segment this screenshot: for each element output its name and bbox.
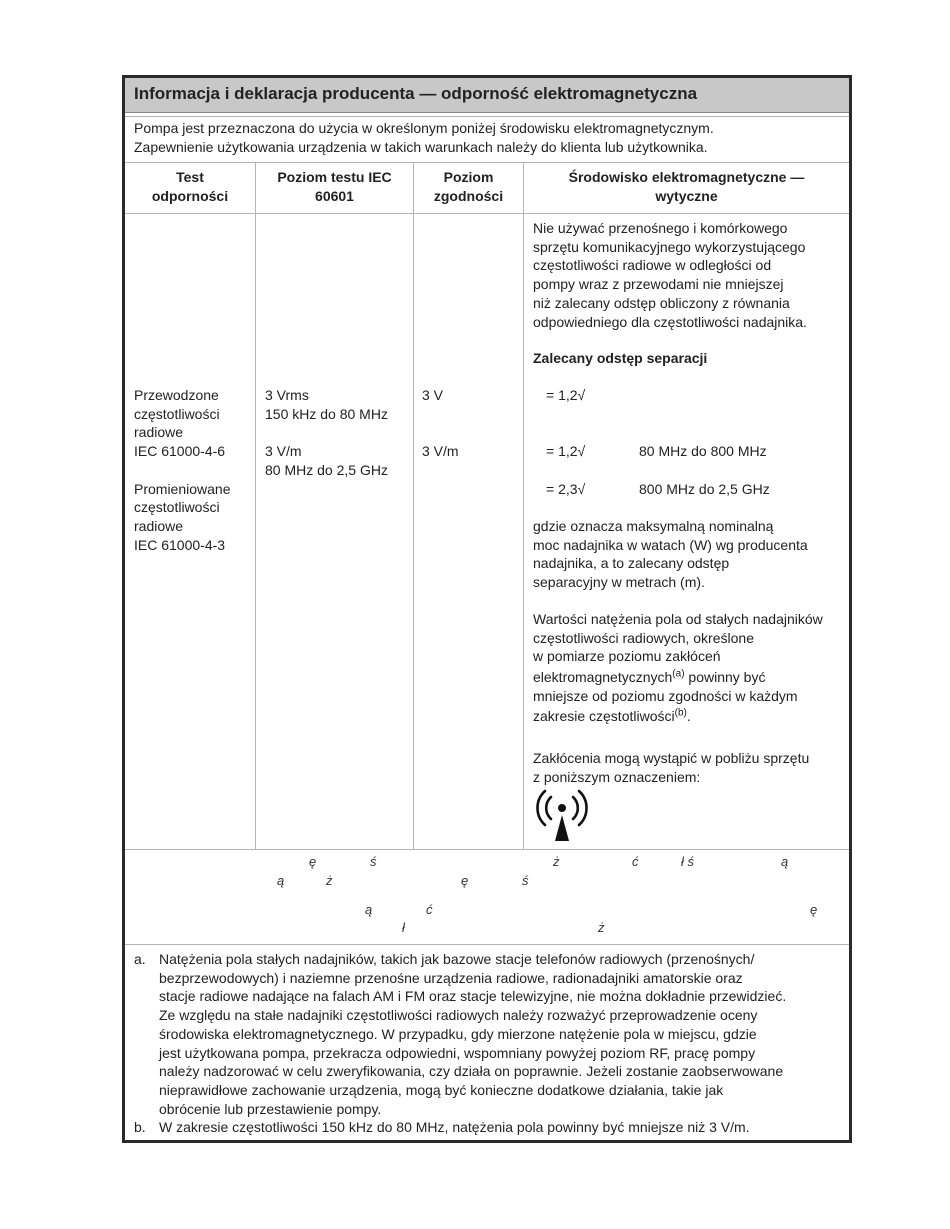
header-environment: Środowisko elektromagnetyczne — wytyczne xyxy=(568,169,805,204)
compliance-conducted: 3 V xyxy=(422,387,444,403)
header-level: Poziom testu IEC 60601 xyxy=(277,169,392,204)
stray-glyph: ć xyxy=(426,902,433,917)
stray-glyph: ę xyxy=(810,902,818,917)
env-heading: Zalecany odstęp separacji xyxy=(533,350,708,366)
column-divider xyxy=(413,162,414,849)
stray-glyph: ę xyxy=(461,873,469,888)
divider xyxy=(125,116,849,117)
note-a-marker: a. xyxy=(134,951,146,967)
level-cell-radiated: 3 V/m 80 MHz do 2,5 GHz xyxy=(265,443,388,478)
note-a: Natężenia pola stałych nadajników, takich jak bazowe stacje telefonów radiowych (przenośnych/ bezprzewodowych) i naziemne przenośne urządzenia radiowe, radionadajniki amatorskie oraz stacje radiowe nadające na falach AM i FM oraz stacje telewizyjne, nie można dokładnie przewidzieć. Ze względu na stałe nadajniki częstotliwości radiowych należy rozważyć przeprowadzenie oceny środowiska elektromagnetycznego. W przypadku, gdy mierzone natężenie pola w miejscu, gdzie jest użytkowana pompa, przekracza odpowiedni, wspomniany powyżej poziom RF, pracę pompy należy nadzorować w celu zweryfikowania, czy działa on poprawnie. Jeżeli zostanie zaobserwowane nieprawidłowe zachowanie urządzenia, mogą być konieczne dodatkowe działania, takie jak obrócenie lub przestawienie pompy. xyxy=(159,951,787,1117)
test-cell: Przewodzone częstotliwości radiowe IEC 61000-4-6 Promieniowane częstotliwości radiowe IEC 61000-4-3 xyxy=(134,387,231,553)
env-intro: Nie używać przenośnego i komórkowego sprzętu komunikacyjnego wykorzystującego częstotliwości radiowe w odległości od pompy wraz z przewodami nie mniejszej niż zalecany odstęp obliczony z równania odpowiedniego dla częstotliwości nadajnika. xyxy=(533,220,807,330)
formula-2: = 1,2√ xyxy=(546,443,586,459)
header-compliance: Poziom zgodności xyxy=(433,169,504,204)
stray-glyph: ą xyxy=(277,873,285,888)
emc-declaration-table xyxy=(122,75,852,1143)
stray-glyph: ż xyxy=(598,920,605,935)
formula-2-range: 80 MHz do 800 MHz xyxy=(639,443,767,459)
env-interference: Zakłócenia mogą wystąpić w pobliżu sprzętu z poniższym oznaczeniem: xyxy=(533,750,810,785)
divider xyxy=(125,849,849,850)
column-divider xyxy=(255,162,256,849)
divider xyxy=(125,944,849,945)
note-b: W zakresie częstotliwości 150 kHz do 80 MHz, natężenia pola powinny być mniejsze niż 3 V/m. xyxy=(159,1119,750,1135)
formula-3: = 2,3√ xyxy=(546,481,586,497)
intro-line-1: Pompa jest przeznaczona do użycia w określonym poniżej środowisku elektromagnetycznym. xyxy=(134,120,714,136)
table-title: Informacja i deklaracja producenta — odporność elektromagnetyczna xyxy=(134,84,698,103)
formula-3-range: 800 MHz do 2,5 GHz xyxy=(639,481,770,497)
stray-glyph: ż xyxy=(553,854,560,869)
formula-1: = 1,2√ xyxy=(546,387,586,403)
stray-glyph: ś xyxy=(522,873,529,888)
stray-glyph: ą xyxy=(781,854,789,869)
env-where: gdzie oznacza maksymalną nominalną moc nadajnika w watach (W) wg producenta nadajnika, a to zalecany odstęp separacyjny w metrach (m). xyxy=(533,518,808,591)
intro-line-2: Zapewnienie użytkowania urządzenia w takich warunkach należy do klienta lub użytkownika. xyxy=(134,138,708,155)
non-ionizing-radiation-icon xyxy=(536,788,588,844)
title-bar xyxy=(125,78,849,113)
stray-glyph: ż xyxy=(326,873,333,888)
stray-glyph: ł ś xyxy=(681,854,694,869)
stray-glyph: ł xyxy=(402,920,405,935)
env-field: Wartości natężenia pola od stałych nadajników częstotliwości radiowych, określone w pomiarze poziomu zakłóceń elektromagnetycznych$^{(a)}$ powinny być mniejsze od poziomu zgodności w każdym zakresie częstotliwości$^{(b)}$. xyxy=(533,611,823,724)
stray-glyph: ę xyxy=(309,854,317,869)
stray-glyph: ą xyxy=(365,902,373,917)
note-b-marker: b. xyxy=(134,1119,146,1135)
stray-glyph: ś xyxy=(370,854,377,869)
column-divider xyxy=(523,162,524,849)
divider xyxy=(125,213,849,214)
level-cell-conducted: 3 Vrms 150 kHz do 80 MHz xyxy=(265,387,388,422)
compliance-radiated: 3 V/m xyxy=(422,443,459,459)
divider xyxy=(125,162,849,163)
header-test: Test odporności xyxy=(151,169,229,204)
stray-glyph: ć xyxy=(632,854,639,869)
